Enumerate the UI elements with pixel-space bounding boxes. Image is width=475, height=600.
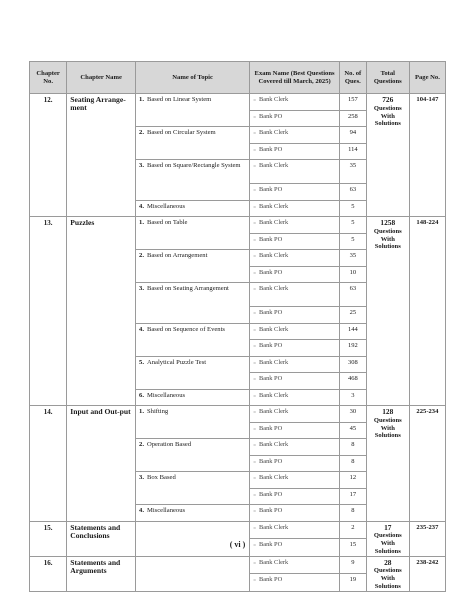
exam-cell bbox=[250, 574, 340, 592]
total-count: 726 bbox=[382, 95, 394, 104]
question-count: 157 bbox=[339, 94, 366, 111]
arrow-bullet-icon: » bbox=[253, 220, 256, 226]
chapter-name: Statements and Conclusions bbox=[67, 521, 136, 556]
exam-cell bbox=[250, 505, 340, 522]
topic-name: Based on Seating Arrangement bbox=[146, 285, 229, 292]
exam-name: Bank PO bbox=[258, 186, 283, 193]
exam-name: Bank PO bbox=[258, 309, 283, 316]
table-body bbox=[30, 94, 446, 592]
arrow-bullet-icon: » bbox=[253, 130, 256, 136]
arrow-bullet-icon: » bbox=[253, 269, 256, 276]
table-row bbox=[30, 406, 446, 423]
total-questions bbox=[366, 406, 409, 522]
exam-cell bbox=[250, 488, 340, 505]
header-chapter-name: Chapter Name bbox=[67, 62, 136, 94]
topic-number: 2. bbox=[139, 252, 144, 259]
arrow-bullet-icon: » bbox=[253, 458, 256, 465]
question-count: 3 bbox=[339, 389, 366, 406]
arrow-bullet-icon: » bbox=[253, 559, 256, 566]
page-range: 238-242 bbox=[409, 556, 445, 591]
question-count: 258 bbox=[339, 110, 366, 127]
topic-number: 1. bbox=[139, 219, 144, 226]
total-count: 28 bbox=[384, 557, 392, 567]
total-questions bbox=[366, 217, 409, 406]
topic-name: Analytical Puzzle Test bbox=[146, 358, 207, 366]
table-row bbox=[30, 217, 446, 234]
exam-name: Bank PO bbox=[258, 490, 283, 498]
question-count: 114 bbox=[339, 143, 366, 160]
topic-number: 3. bbox=[139, 285, 144, 292]
arrow-bullet-icon: » bbox=[253, 253, 256, 259]
topic-cell bbox=[136, 217, 250, 250]
topic-cell bbox=[136, 283, 250, 324]
arrow-bullet-icon: » bbox=[253, 146, 256, 153]
header-page-no: Page No. bbox=[409, 62, 445, 94]
exam-cell bbox=[250, 389, 340, 406]
topic-number: 4. bbox=[139, 325, 144, 333]
exam-cell bbox=[250, 340, 340, 357]
question-count: 5 bbox=[339, 200, 366, 217]
exam-name: Bank Clerk bbox=[258, 408, 289, 415]
topic-number: 3. bbox=[139, 162, 144, 169]
question-count: 17 bbox=[339, 488, 366, 505]
arrow-bullet-icon: » bbox=[253, 577, 256, 584]
exam-cell bbox=[250, 556, 340, 574]
topic-number: 5. bbox=[139, 358, 144, 366]
question-count: 10 bbox=[339, 266, 366, 283]
header-no-of-ques: No. of Ques. bbox=[339, 62, 366, 94]
exam-name: Bank PO bbox=[258, 342, 283, 349]
total-suffix: Questions With Solutions bbox=[373, 532, 402, 555]
exam-name: Bank PO bbox=[258, 375, 283, 382]
topic-number: 2. bbox=[139, 129, 144, 136]
topic-number: 1. bbox=[139, 408, 144, 415]
exam-name: Bank Clerk bbox=[258, 129, 289, 136]
exam-name: Bank PO bbox=[258, 576, 283, 584]
exam-name: Bank Clerk bbox=[258, 558, 289, 566]
question-count: 2 bbox=[339, 521, 366, 539]
topic-cell bbox=[136, 556, 250, 591]
exam-cell bbox=[250, 266, 340, 283]
page-range: 225-234 bbox=[409, 406, 445, 522]
exam-cell bbox=[250, 472, 340, 489]
total-count: 17 bbox=[384, 522, 392, 532]
arrow-bullet-icon: » bbox=[253, 163, 256, 169]
chapter-no: 13. bbox=[30, 217, 67, 406]
arrow-bullet-icon: » bbox=[253, 359, 256, 366]
exam-cell bbox=[250, 94, 340, 111]
question-count: 12 bbox=[339, 472, 366, 489]
topic-cell bbox=[136, 250, 250, 283]
exam-name: Bank Clerk bbox=[258, 202, 289, 210]
exam-cell bbox=[250, 160, 340, 184]
table-row bbox=[30, 521, 446, 539]
total-suffix: Questions With Solutions bbox=[373, 227, 402, 251]
chapter-name: Puzzles bbox=[67, 217, 136, 406]
exam-name: Bank PO bbox=[258, 235, 283, 243]
exam-cell bbox=[250, 200, 340, 217]
question-count: 25 bbox=[339, 307, 366, 324]
arrow-bullet-icon: » bbox=[253, 508, 256, 514]
topic-cell bbox=[136, 406, 250, 439]
chapter-name: Input and Out-put bbox=[67, 406, 136, 522]
table-row bbox=[30, 556, 446, 574]
question-count: 8 bbox=[339, 439, 366, 456]
exam-name: Bank PO bbox=[258, 541, 283, 549]
exam-name: Bank PO bbox=[258, 457, 283, 465]
topic-cell bbox=[136, 439, 250, 472]
page-range: 235-237 bbox=[409, 521, 445, 556]
total-suffix: Questions With Solutions bbox=[373, 104, 402, 128]
arrow-bullet-icon: » bbox=[253, 425, 256, 432]
arrow-bullet-icon: » bbox=[253, 286, 256, 292]
question-count: 468 bbox=[339, 373, 366, 390]
topic-name: Based on Linear System bbox=[146, 96, 212, 103]
topic-number: 4. bbox=[139, 202, 144, 210]
question-count: 19 bbox=[339, 574, 366, 592]
page-range: 148-224 bbox=[409, 217, 445, 406]
arrow-bullet-icon: » bbox=[253, 113, 256, 120]
arrow-bullet-icon: » bbox=[253, 187, 256, 193]
exam-cell bbox=[250, 323, 340, 340]
exam-name: Bank Clerk bbox=[258, 96, 289, 103]
arrow-bullet-icon: » bbox=[253, 97, 256, 103]
question-count: 63 bbox=[339, 283, 366, 307]
topic-name: Miscellaneous bbox=[146, 202, 186, 210]
exam-cell bbox=[250, 283, 340, 307]
exam-cell bbox=[250, 184, 340, 201]
chapter-no: 12. bbox=[30, 94, 67, 217]
exam-cell bbox=[250, 406, 340, 423]
question-count: 144 bbox=[339, 323, 366, 340]
exam-name: Bank Clerk bbox=[258, 162, 289, 169]
table-row bbox=[30, 94, 446, 111]
topic-cell bbox=[136, 200, 250, 217]
question-count: 8 bbox=[339, 455, 366, 472]
topic-cell bbox=[136, 472, 250, 505]
question-count: 9 bbox=[339, 556, 366, 574]
topic-name: Based on Arrangement bbox=[146, 252, 208, 259]
exam-name: Bank Clerk bbox=[258, 358, 289, 366]
total-suffix: Questions With Solutions bbox=[373, 567, 402, 590]
exam-name: Bank Clerk bbox=[258, 219, 289, 226]
question-count: 5 bbox=[339, 233, 366, 250]
topic-name: Based on Table bbox=[146, 219, 188, 226]
header-total-questions: Total Questions bbox=[366, 62, 409, 94]
arrow-bullet-icon: » bbox=[253, 326, 256, 333]
exam-name: Bank Clerk bbox=[258, 523, 289, 531]
question-count: 192 bbox=[339, 340, 366, 357]
question-count: 94 bbox=[339, 127, 366, 144]
exam-cell bbox=[250, 373, 340, 390]
arrow-bullet-icon: » bbox=[253, 236, 256, 243]
topic-number: 1. bbox=[139, 96, 144, 103]
chapter-no: 16. bbox=[30, 556, 67, 591]
topic-name: Shifting bbox=[146, 408, 169, 415]
header-exam-name: Exam Name (Best Questions Covered till March, 2025) bbox=[250, 62, 340, 94]
topic-number: 2. bbox=[139, 441, 144, 448]
exam-name: Bank Clerk bbox=[258, 325, 289, 333]
chapter-no: 15. bbox=[30, 521, 67, 556]
exam-name: Bank Clerk bbox=[258, 474, 289, 481]
header-row bbox=[30, 62, 446, 94]
exam-name: Bank PO bbox=[258, 507, 283, 514]
contents-table bbox=[29, 61, 446, 592]
total-questions bbox=[366, 94, 409, 217]
topic-number: 3. bbox=[139, 474, 144, 481]
arrow-bullet-icon: » bbox=[253, 542, 256, 549]
question-count: 5 bbox=[339, 217, 366, 234]
topic-number: 4. bbox=[139, 507, 144, 514]
exam-name: Bank PO bbox=[258, 424, 283, 432]
arrow-bullet-icon: » bbox=[253, 409, 256, 415]
exam-cell bbox=[250, 127, 340, 144]
exam-cell bbox=[250, 422, 340, 439]
total-count: 128 bbox=[382, 407, 394, 416]
topic-cell bbox=[136, 323, 250, 356]
exam-name: Bank Clerk bbox=[258, 391, 289, 399]
total-suffix: Questions With Solutions bbox=[373, 416, 402, 440]
topic-name: Based on Sequence of Events bbox=[146, 325, 225, 333]
topic-name: Miscellaneous bbox=[146, 391, 186, 399]
arrow-bullet-icon: » bbox=[253, 442, 256, 448]
exam-cell bbox=[250, 356, 340, 373]
exam-name: Bank PO bbox=[258, 112, 283, 120]
chapter-no: 14. bbox=[30, 406, 67, 522]
topic-cell bbox=[136, 127, 250, 160]
question-count: 8 bbox=[339, 505, 366, 522]
arrow-bullet-icon: » bbox=[253, 475, 256, 481]
total-questions bbox=[366, 521, 409, 556]
exam-cell bbox=[250, 110, 340, 127]
exam-cell bbox=[250, 143, 340, 160]
chapter-name: Seating Arrange-ment bbox=[67, 94, 136, 217]
topic-cell bbox=[136, 389, 250, 406]
question-count: 308 bbox=[339, 356, 366, 373]
topic-name: Miscellaneous bbox=[146, 507, 186, 514]
question-count: 45 bbox=[339, 422, 366, 439]
page-range: 104-147 bbox=[409, 94, 445, 217]
topic-cell bbox=[136, 160, 250, 201]
topic-cell bbox=[136, 356, 250, 389]
topic-cell bbox=[136, 505, 250, 522]
header-topic: Name of Topic bbox=[136, 62, 250, 94]
topic-name: Box Based bbox=[146, 474, 176, 481]
exam-cell bbox=[250, 233, 340, 250]
topic-cell bbox=[136, 521, 250, 556]
exam-cell bbox=[250, 217, 340, 234]
exam-name: Bank PO bbox=[258, 145, 283, 153]
exam-name: Bank Clerk bbox=[258, 441, 289, 448]
exam-name: Bank PO bbox=[258, 268, 283, 276]
page-number-footer: ( vi ) bbox=[229, 540, 246, 549]
question-count: 35 bbox=[339, 160, 366, 184]
exam-cell bbox=[250, 521, 340, 539]
header-chapter-no: Chapter No. bbox=[30, 62, 67, 94]
exam-cell bbox=[250, 455, 340, 472]
arrow-bullet-icon: » bbox=[253, 524, 256, 531]
chapter-name: Statements and Arguments bbox=[67, 556, 136, 591]
arrow-bullet-icon: » bbox=[253, 343, 256, 349]
arrow-bullet-icon: » bbox=[253, 376, 256, 382]
exam-cell bbox=[250, 307, 340, 324]
total-questions bbox=[366, 556, 409, 591]
arrow-bullet-icon: » bbox=[253, 203, 256, 210]
topic-name: Based on Square/Rectangle System bbox=[146, 162, 241, 169]
topic-number: 6. bbox=[139, 391, 144, 399]
topic-name: Operation Based bbox=[146, 441, 192, 448]
exam-cell bbox=[250, 250, 340, 267]
topic-name: Based on Circular System bbox=[146, 129, 216, 136]
question-count: 35 bbox=[339, 250, 366, 267]
exam-name: Bank Clerk bbox=[258, 252, 289, 259]
total-count: 1258 bbox=[380, 218, 396, 227]
arrow-bullet-icon: » bbox=[253, 491, 256, 498]
topic-cell bbox=[136, 94, 250, 127]
question-count: 63 bbox=[339, 184, 366, 201]
arrow-bullet-icon: » bbox=[253, 392, 256, 399]
exam-name: Bank Clerk bbox=[258, 285, 289, 292]
question-count: 30 bbox=[339, 406, 366, 423]
question-count: 15 bbox=[339, 539, 366, 557]
exam-cell bbox=[250, 439, 340, 456]
arrow-bullet-icon: » bbox=[253, 310, 256, 316]
